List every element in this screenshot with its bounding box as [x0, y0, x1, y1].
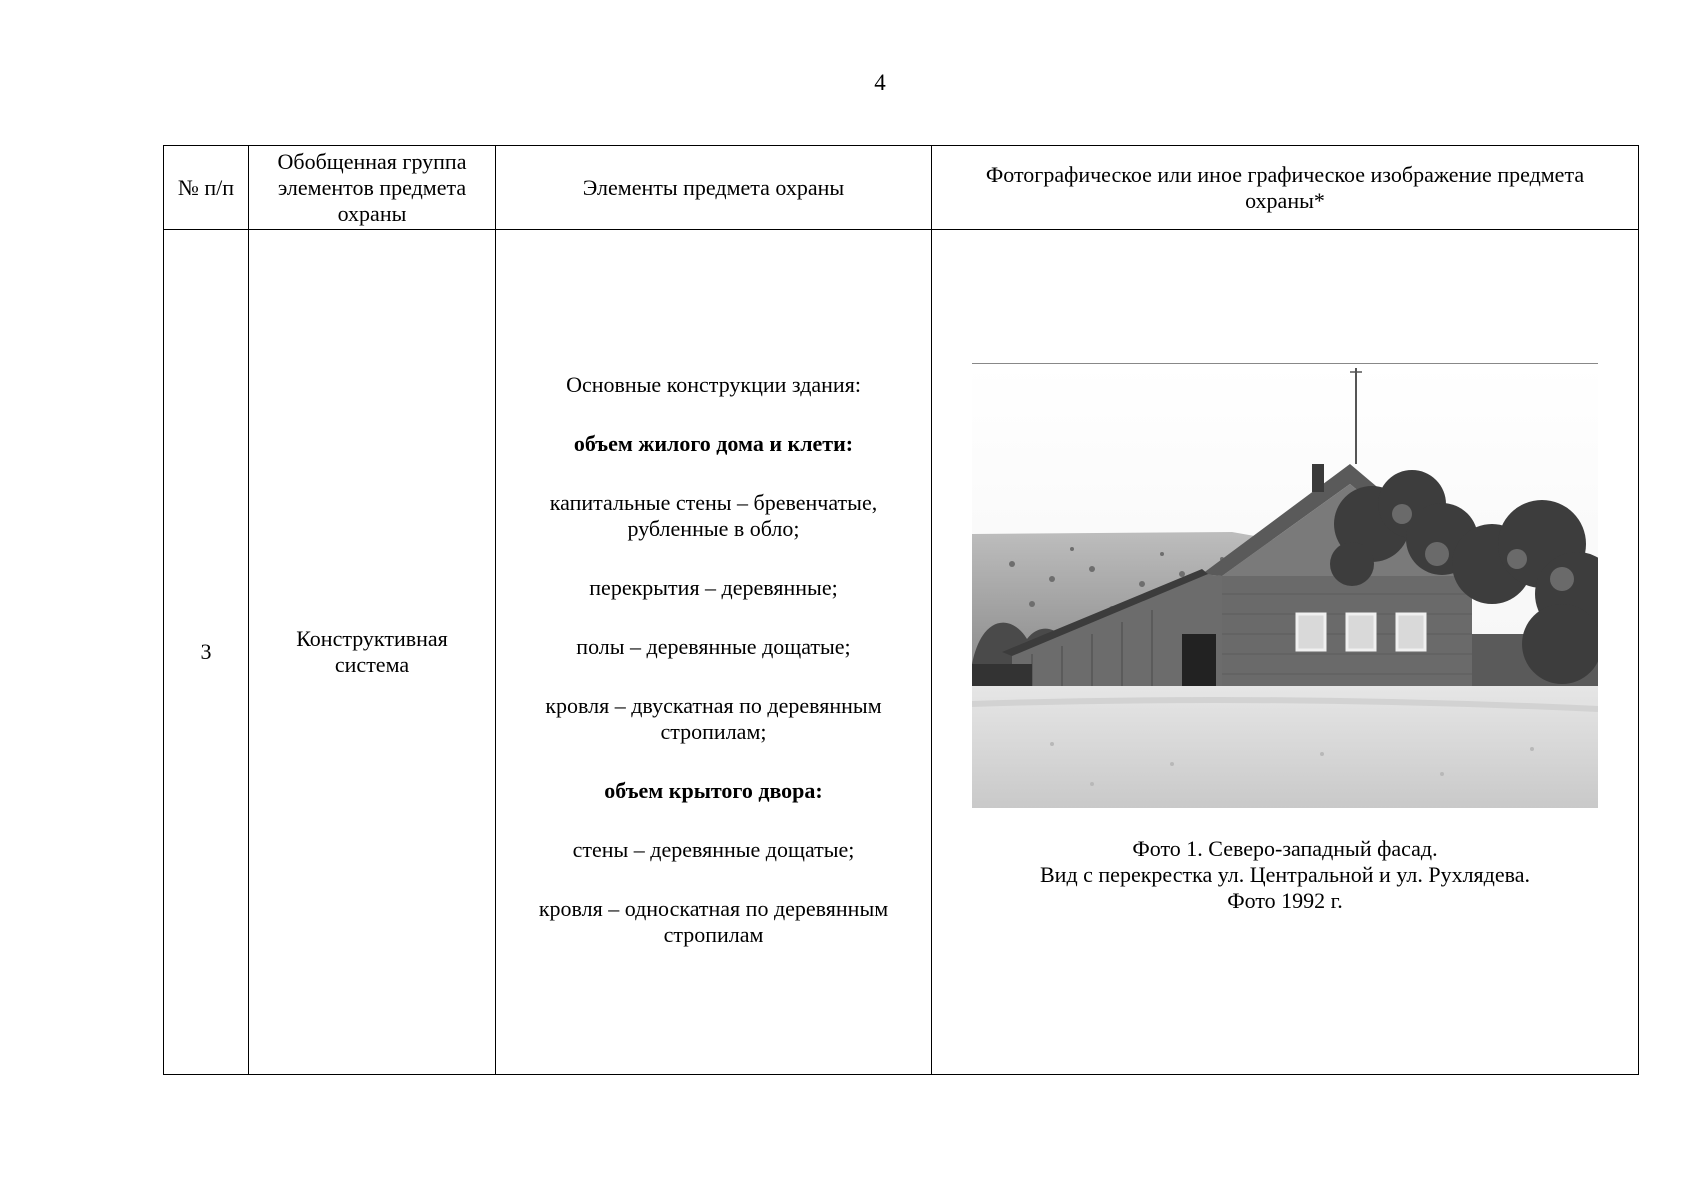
- header-elements: Элементы предмета охраны: [496, 146, 932, 230]
- elements-house-heading: объем жилого дома и клети:: [573, 431, 854, 456]
- protection-table: [163, 145, 1639, 1075]
- house-photo: [972, 363, 1598, 808]
- caption-line-2: Вид с перекрестка ул. Центральной и ул. Рухлядева.: [1040, 861, 1530, 887]
- elements-intro: Основные конструкции здания:: [566, 372, 861, 397]
- row-num: 3: [164, 230, 249, 1075]
- elements-walls: капитальные стены – бревенчатые, рубленные в обло;: [549, 490, 878, 541]
- header-group: Обобщенная группа элементов предмета охраны: [249, 146, 496, 230]
- page-number: 4: [874, 70, 886, 95]
- table-header-row: [164, 146, 1639, 230]
- row-photo-cell: [932, 230, 1639, 1075]
- elements-floors: полы – деревянные дощатые;: [576, 634, 851, 659]
- row-group: Конструктивная система: [249, 230, 496, 1075]
- photo-caption: [972, 836, 1598, 914]
- table-row: [164, 230, 1639, 1075]
- row-elements: [496, 230, 932, 1075]
- caption-line-1: Фото 1. Северо-западный фасад.: [1132, 835, 1438, 861]
- elements-yard-heading: объем крытого двора:: [604, 778, 823, 803]
- caption-line-3: Фото 1992 г.: [1227, 887, 1343, 913]
- elements-yard-walls: стены – деревянные дощатые;: [572, 837, 855, 862]
- elements-floors-cover: перекрытия – деревянные;: [589, 575, 838, 600]
- elements-roof: кровля – двускатная по деревянным стропилам;: [545, 693, 882, 744]
- elements-yard-roof: кровля – односкатная по деревянным стропилам: [538, 896, 889, 947]
- header-image: Фотографическое или иное графическое изображение предмета охраны*: [932, 146, 1639, 230]
- header-num: № п/п: [164, 146, 249, 230]
- house-photo-image: [972, 364, 1598, 808]
- photo-block: [972, 363, 1598, 914]
